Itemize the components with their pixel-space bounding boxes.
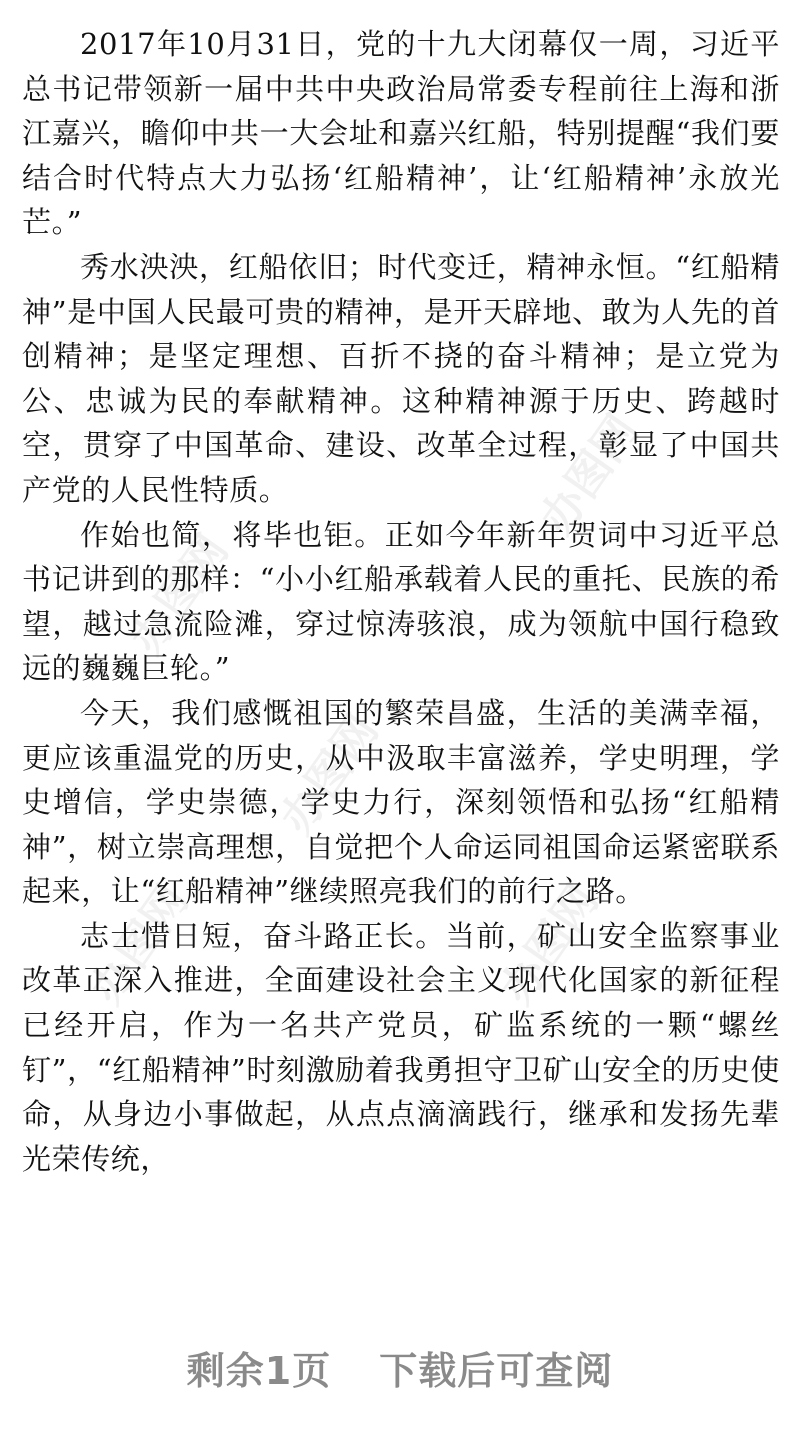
paragraph: 志士惜日短，奋斗路正长。当前，矿山安全监察事业改革正深入推进，全面建设社会主义现代化国家的新征程已经开启，作为一名共产党员，矿监系统的一颗“螺丝钉”，“红船精神”时刻激励着我勇担守卫矿山安全的历史使命，从身边小事做起，从点点滴滴践行，继承和发扬先辈光荣传统， xyxy=(22,918,780,1176)
paragraph: 2017年10月31日，党的十九大闭幕仅一周，习近平总书记带领新一届中共中央政治局常委专程前往上海和浙江嘉兴，瞻仰中共一大会址和嘉兴红船，特别提醒“我们要结合时代特点大力弘扬‘红船精神’，让‘红船精神’永放光芒。” xyxy=(22,27,780,240)
document-body xyxy=(22,22,780,1181)
watermark: 办图网 xyxy=(80,875,199,1014)
watermark: 办图网 xyxy=(530,405,649,544)
download-prompt[interactable] xyxy=(0,1340,800,1395)
watermark: 办图网 xyxy=(270,705,389,844)
paragraph: 作始也简，将毕也钜。正如今年新年贺词中习近平总书记讲到的那样：“小小红船承载着人民的重托、民族的希望，越过急流险滩，穿过惊涛骇浪，成为领航中国行稳致远的巍巍巨轮。” xyxy=(22,517,780,686)
watermark: 办图网 xyxy=(490,875,609,1014)
download-to-view-label: 下载后可查阅 xyxy=(379,1349,614,1393)
paragraph: 秀水泱泱，红船依旧；时代变迁，精神永恒。“红船精神”是中国人民最可贵的精神，是开天辟地、敢为人先的首创精神；是坚定理想、百折不挠的奋斗精神；是立党为公、忠诚为民的奉献精神。这种精神源于历史、跨越时空，贯穿了中国革命、建设、改革全过程，彰显了中国共产党的人民性特质。 xyxy=(22,249,780,507)
watermark: 办图网 xyxy=(120,525,239,664)
remaining-pages-label: 剩余1页 xyxy=(186,1349,332,1393)
paragraph: 今天，我们感慨祖国的繁荣昌盛，生活的美满幸福，更应该重温党的历史，从中汲取丰富滋养，学史明理，学史增信，学史崇德，学史力行，深刻领悟和弘扬“红船精神”，树立崇高理想，自觉把个人命运同祖国命运紧密联系起来，让“红船精神”继续照亮我们的前行之路。 xyxy=(22,695,780,909)
